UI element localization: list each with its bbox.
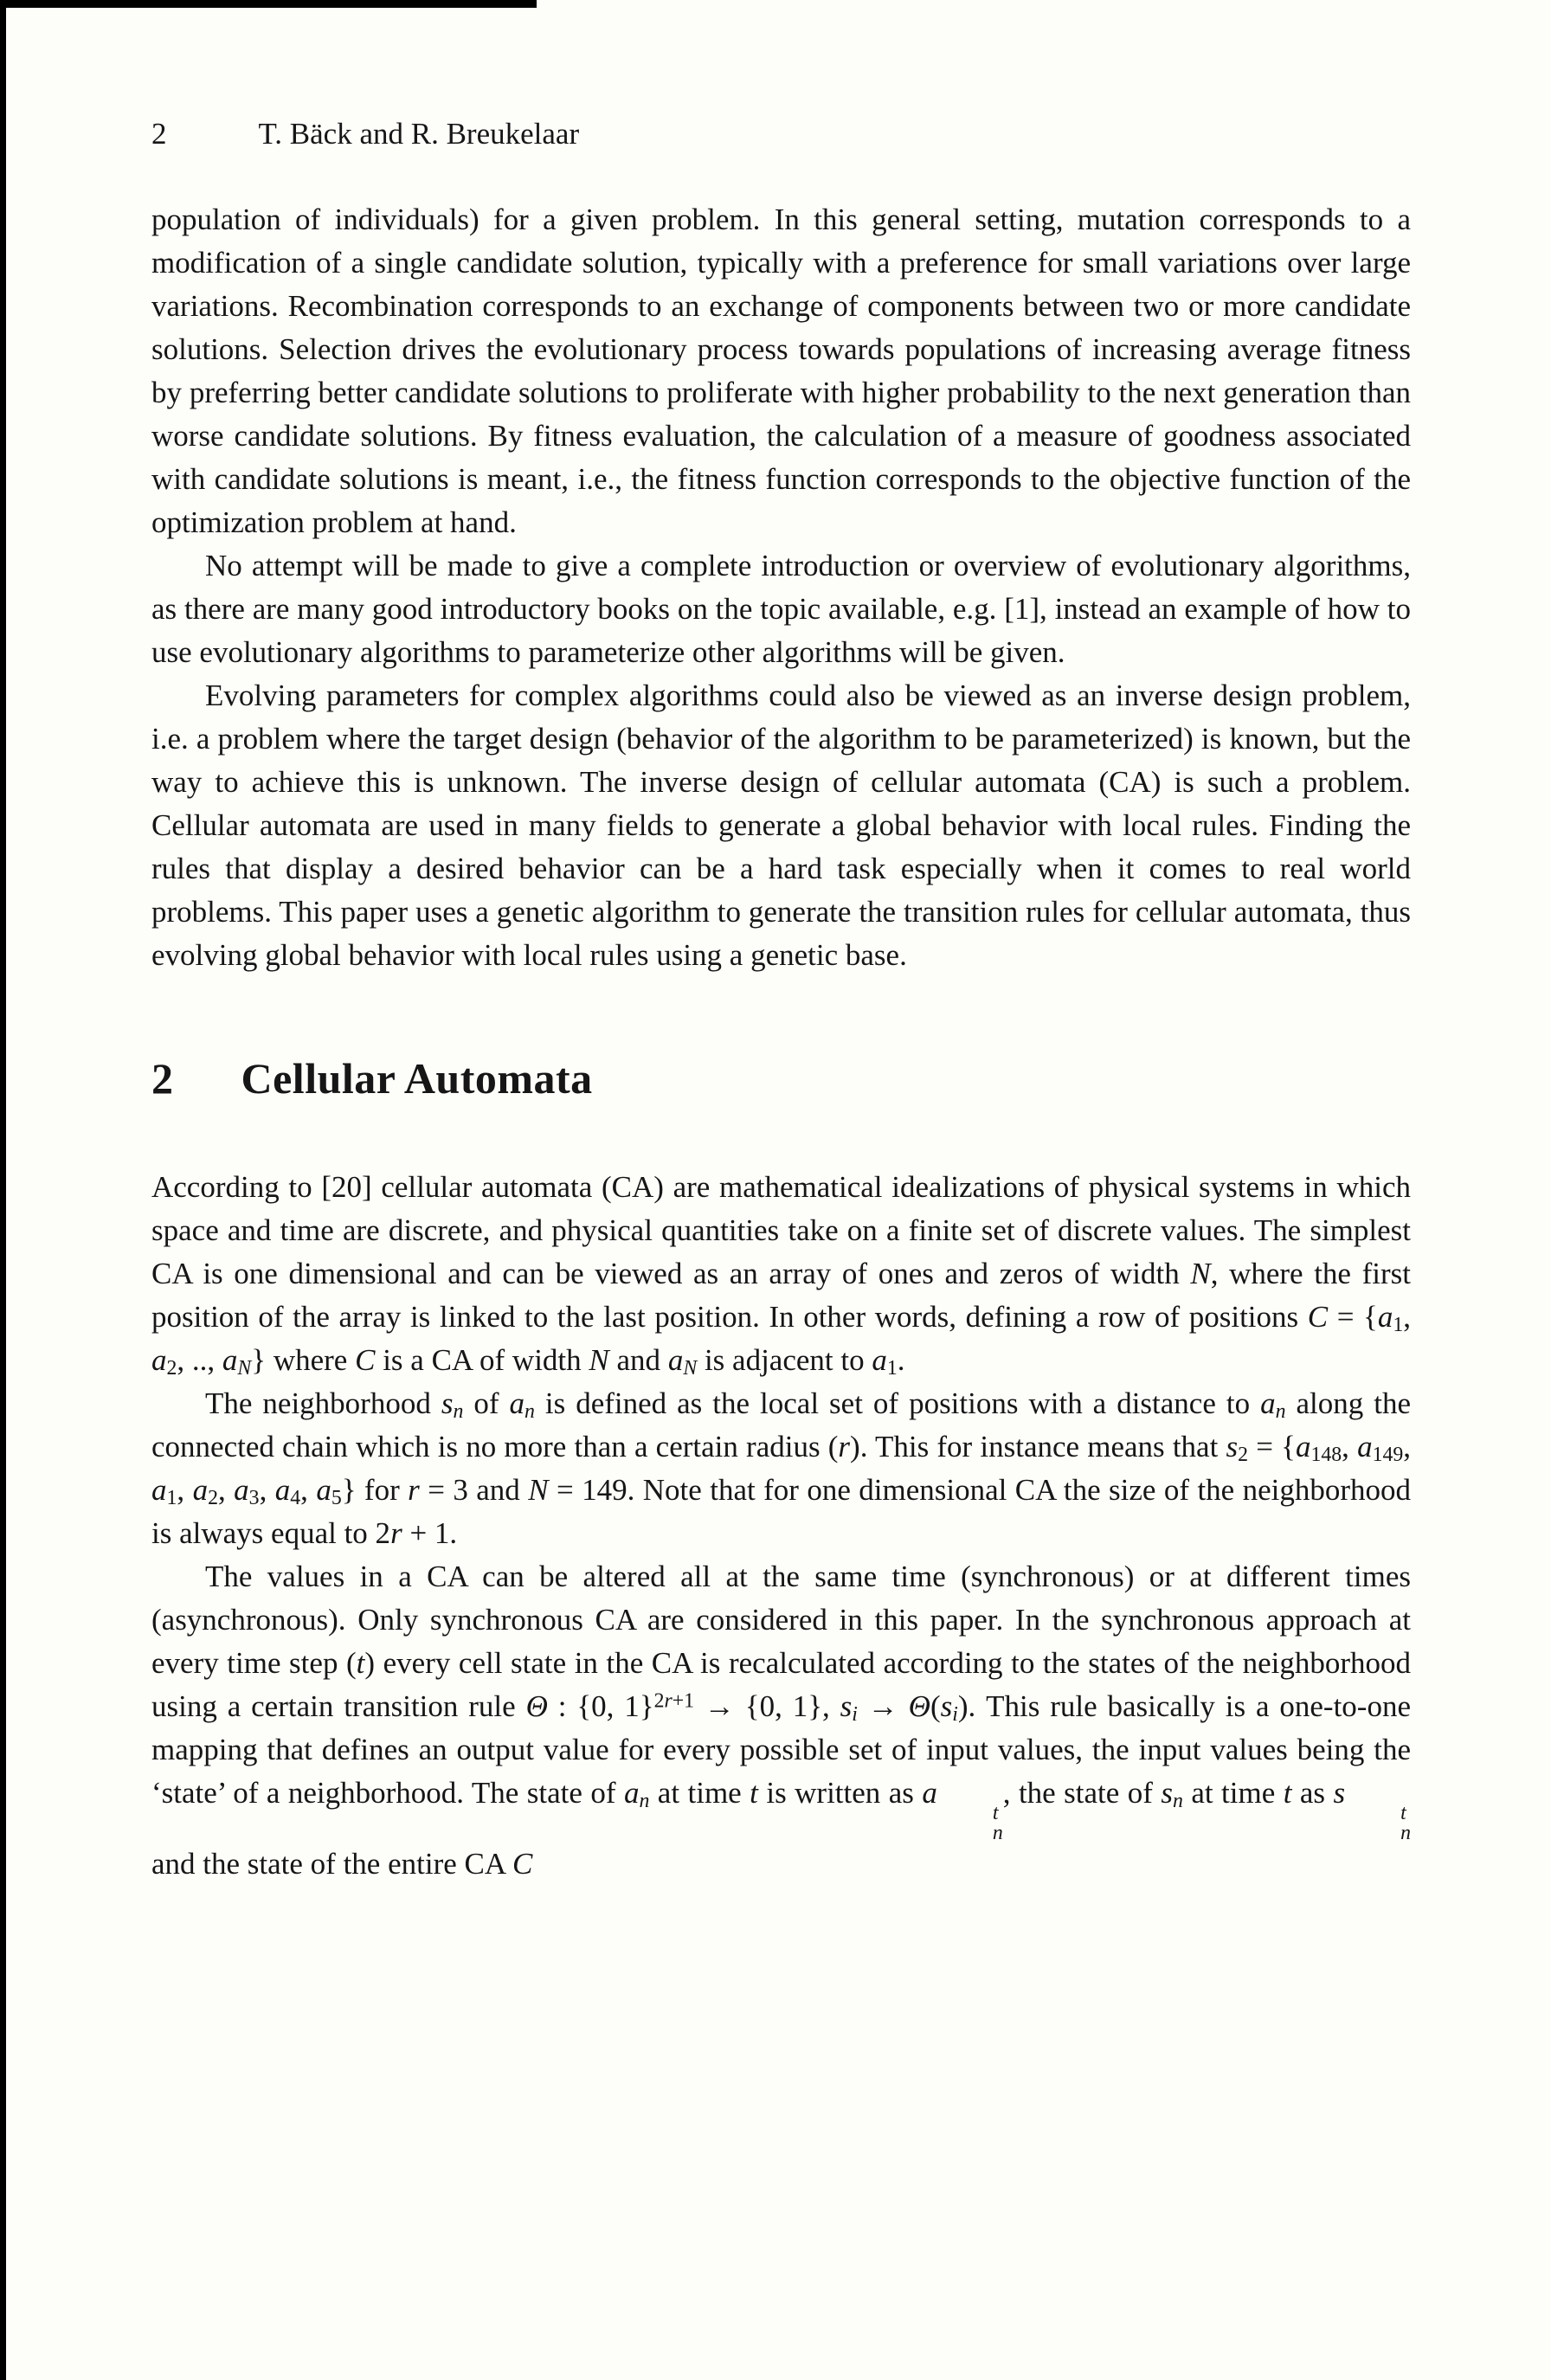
section-heading (151, 1053, 1411, 1103)
paragraph-neighborhood: The neighborhood $s_n$ of $a_n$ is defined as the local set of positions with a distance to $a_n$ along the connected chain which is no more than a certain radius (r). This for instance means that $s_2 = \{a_{148}$, $a_{149}$, $a_1$, $a_2$, $a_3$, $a_4$, $a_5$} for r = 3 and N = 149. Note that for one dimensional CA the size of the neighborhood is always equal to 2r + 1. (151, 1386, 1412, 1550)
section-title: Cellular Automata (241, 1054, 593, 1103)
scan-artifact-left-edge (0, 0, 6, 2380)
paragraph-evolving-parameters: Evolving parameters for complex algorithms could also be viewed as an inverse design problem, i.e. a problem where the target design (behavior of the algorithm to be parameterized) is known, but the way to achieve this is unknown. The inverse design of cellular automata (CA) is such a problem. Cellular automata are used in many fields to generate a global behavior with local rules. Finding the rules that display a desired behavior can be a hard task especially when it comes to real world problems. This paper uses a genetic algorithm to generate the transition rules for cellular automata, thus evolving global behavior with local rules using a genetic base. (151, 679, 1411, 972)
paragraph-according-to: According to [20] cellular automata (CA) are mathematical idealizations of physical systems in which space and time are discrete, and physical quantities take on a finite set of discrete values. The simplest CA is one dimensional and can be viewed as an array of ones and zeros of width N, where the first position of the array is linked to the last position. In other words, defining a row of positions $C = \{a_1$, $a_2$, .., $a_N$} where C is a CA of width N and $a_N$ is adjacent to $a_1$. (151, 1170, 1411, 1380)
paragraph-continuation: population of individuals) for a given problem. In this general setting, mutation corresponds to a modification of a single candidate solution, typically with a preference for small variations over large variations. Recombination corresponds to an exchange of components between two or more candidate solutions. Selection drives the evolutionary process towards populations of increasing average fitness by preferring better candidate solutions to proliferate with higher probability to the next generation than worse candidate solutions. By fitness evaluation, the calculation of a measure of goodness associated with candidate solutions is meant, i.e., the fitness function corresponds to the objective function of the optimization problem at hand. (151, 203, 1411, 539)
running-title: T. Bäck and R. Breukelaar (258, 117, 580, 151)
page-body (151, 198, 1411, 1886)
scan-artifact-top-edge (0, 0, 537, 8)
running-header (151, 117, 1411, 151)
paragraph-values-in-ca: The values in a CA can be altered all at the same time (synchronous) or at different times (asynchronous). Only synchronous CA are considered in this paper. In the synchronous approach at every time step (t) every cell state in the CA is recalculated according to the states of the neighborhood using a certain transition rule Θ : {0, 1}$^{2r+1}$ → {0, 1}, $s_i \to \Theta(s_i)$. This rule basically is a one-to-one mapping that defines an output value for every possible set of input values, the input values being the ‘state’ of a neighborhood. The state of $a_n$ at time t is written as a t n , the state of $s_n$ at time t as s t n and the state of the entire CA C (151, 1560, 1412, 1881)
page-number: 2 (151, 117, 167, 151)
paragraph-no-attempt: No attempt will be made to give a complete introduction or overview of evolutionary algorithms, as there are many good introductory books on the topic available, e.g. [1], instead an example of how to use evolutionary algorithms to parameterize other algorithms will be given. (151, 549, 1411, 669)
section-number: 2 (151, 1054, 174, 1103)
